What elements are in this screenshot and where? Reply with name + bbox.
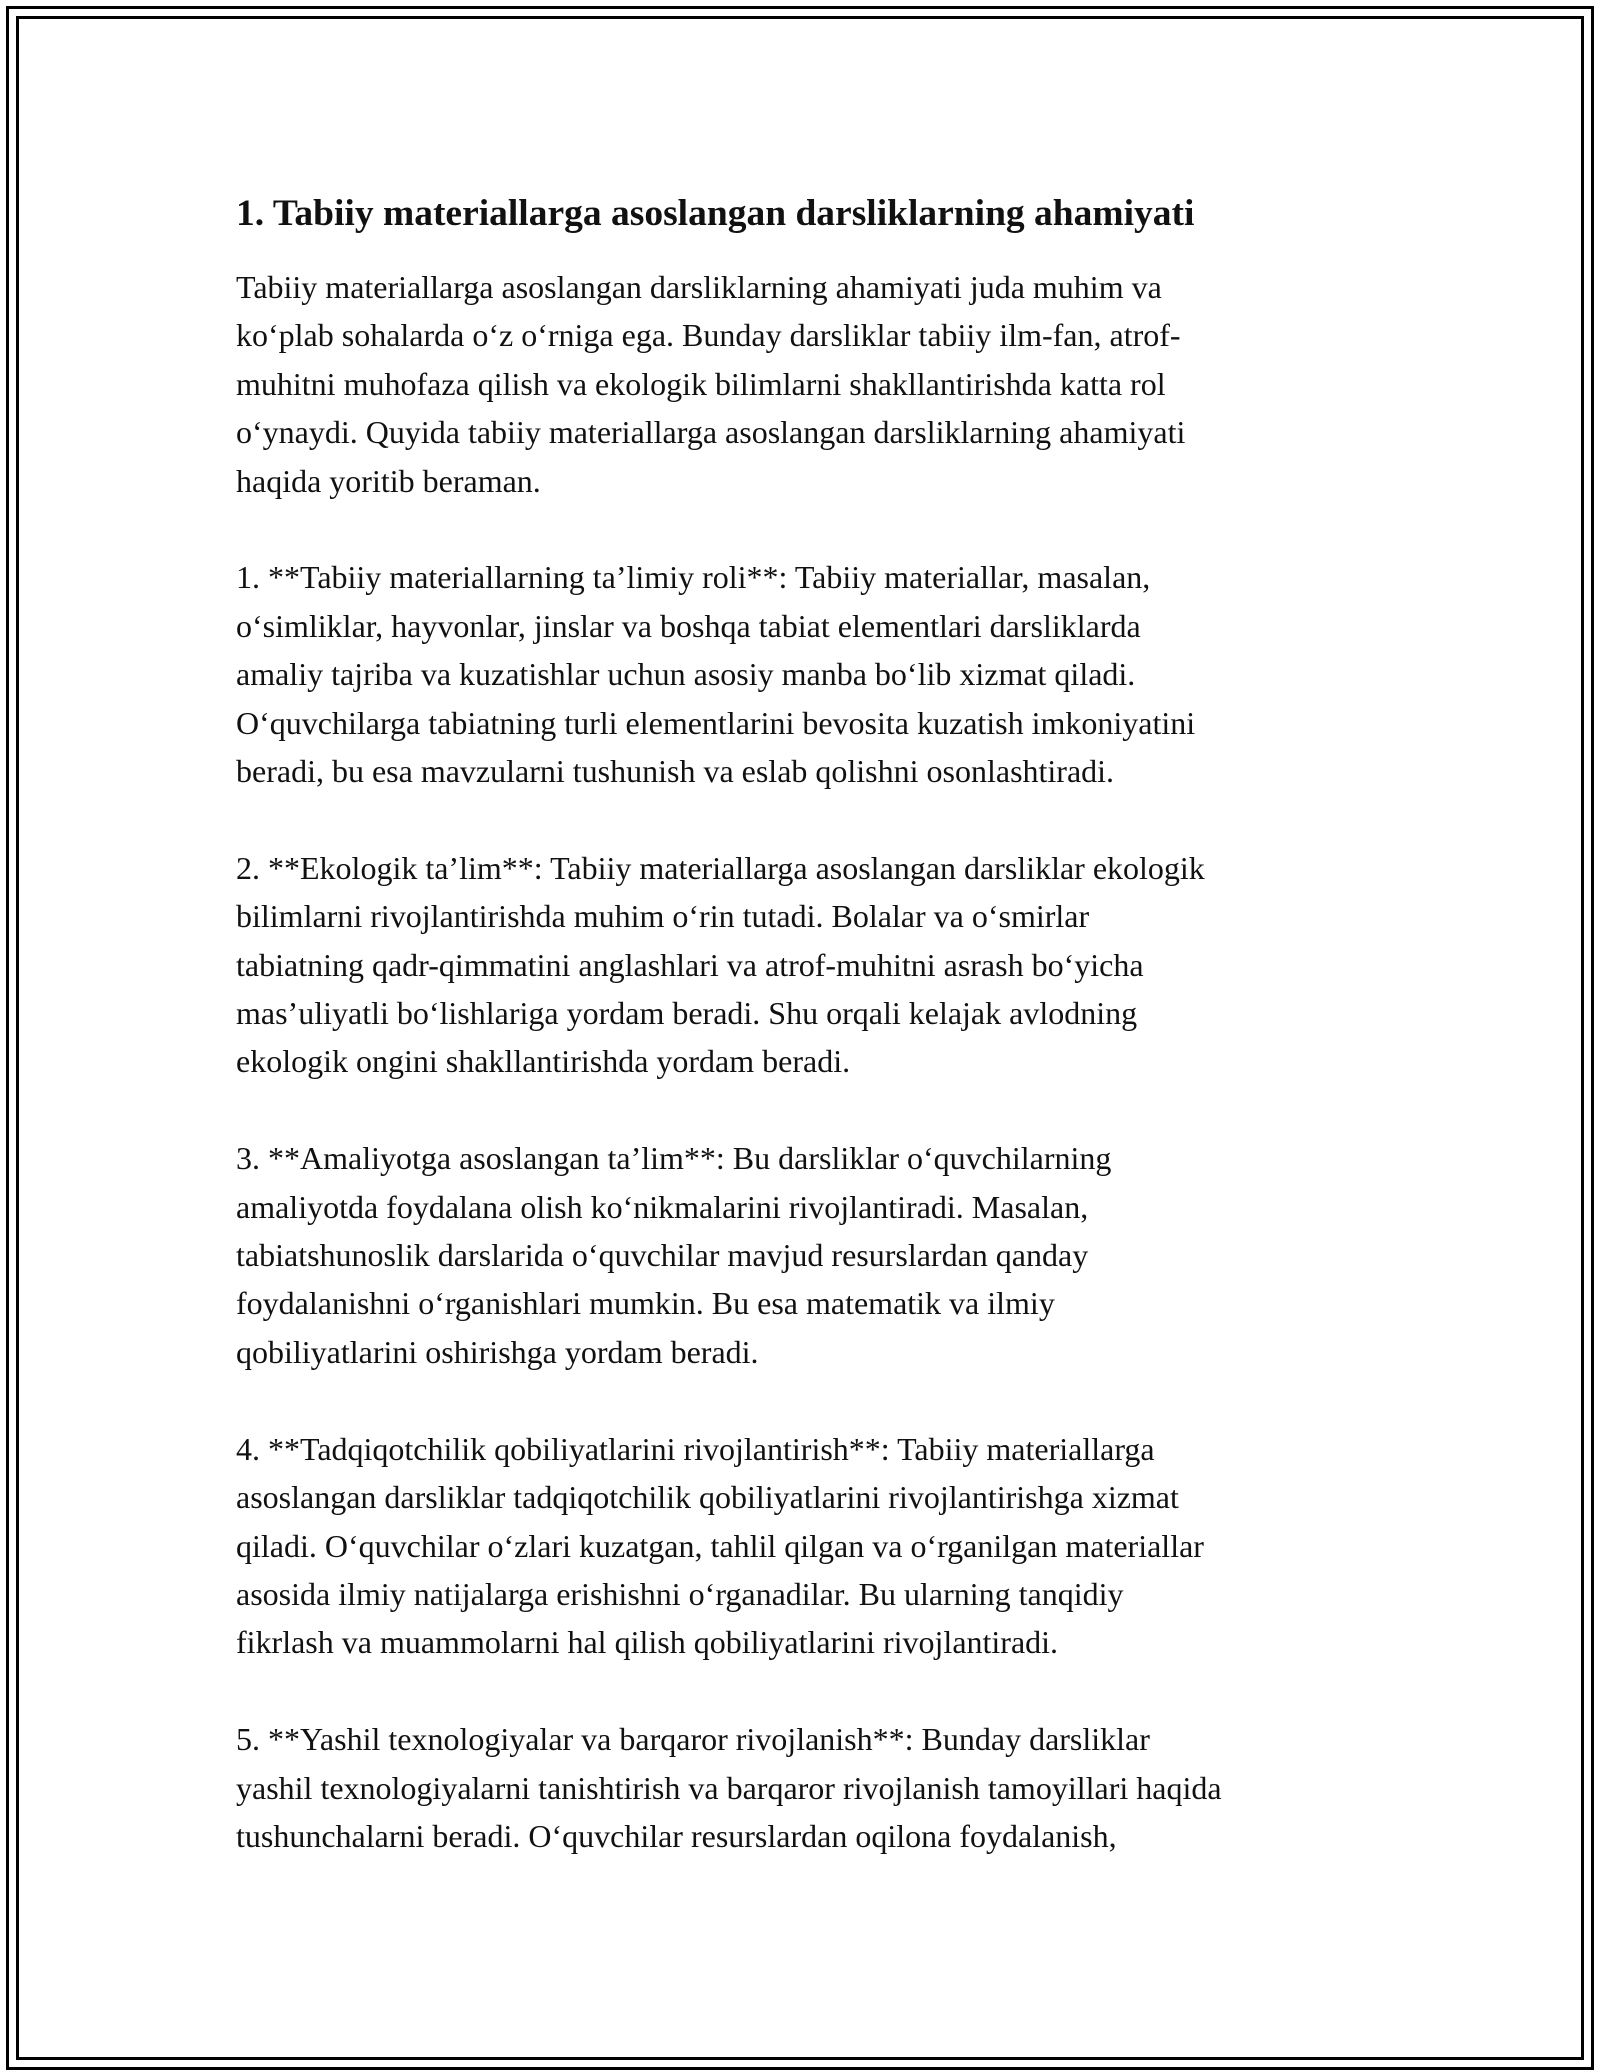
list-item-paragraph [236, 553, 1376, 795]
text-line: O‘quvchilarga tabiatning turli elementlarini bevosita kuzatish imkoniyatini [236, 704, 1196, 741]
text-line: 4. **Tadqiqotchilik qobiliyatlarini rivojlantirish**: Tabiiy materiallarga [236, 1430, 1155, 1467]
text-line: asosida ilmiy natijalarga erishishni o‘rganadilar. Bu ularning tanqidiy [236, 1575, 1124, 1612]
list-item-paragraph [236, 1425, 1376, 1667]
text-line: amaliy tajriba va kuzatishlar uchun asosiy manba bo‘lib xizmat qiladi. [236, 656, 1136, 693]
document-body [236, 186, 1376, 1909]
text-line: tushunchalarni beradi. O‘quvchilar resurslardan oqilona foydalanish, [236, 1817, 1117, 1854]
text-line: o‘ynaydi. Quyida tabiiy materiallarga asoslangan darsliklarning ahamiyati [236, 414, 1186, 451]
text-line: 5. **Yashil texnologiyalar va barqaror rivojlanish**: Bunday darsliklar [236, 1721, 1150, 1758]
list-item-paragraph [236, 844, 1376, 1086]
text-line: foydalanishni o‘rganishlari mumkin. Bu esa matematik va ilmiy [236, 1285, 1055, 1322]
text-line: bilimlarni rivojlantirishda muhim o‘rin tutadi. Bolalar va o‘smirlar [236, 898, 1090, 935]
text-line: ko‘plab sohalarda o‘z o‘rniga ega. Bunday darsliklar tabiiy ilm-fan, atrof- [236, 317, 1181, 354]
intro-paragraph [236, 263, 1376, 505]
text-line: beradi, bu esa mavzularni tushunish va eslab qolishni osonlashtiradi. [236, 753, 1115, 790]
text-line: ekologik ongini shakllantirishda yordam beradi. [236, 1043, 851, 1080]
text-line: fikrlash va muammolarni hal qilish qobiliyatlarini rivojlantiradi. [236, 1624, 1059, 1661]
text-line: tabiatning qadr-qimmatini anglashlari va atrof-muhitni asrash bo‘yicha [236, 946, 1144, 983]
text-line: muhitni muhofaza qilish va ekologik bilimlarni shakllantirishda katta rol [236, 365, 1166, 402]
text-line: qobiliyatlarini oshirishga yordam beradi. [236, 1333, 759, 1370]
text-line: 1. **Tabiiy materiallarning ta’limiy roli**: Tabiiy materiallar, masalan, [236, 559, 1151, 596]
text-line: 3. **Amaliyotga asoslangan ta’lim**: Bu darsliklar o‘quvchilarning [236, 1140, 1112, 1177]
text-line: amaliyotda foydalana olish ko‘nikmalarini rivojlantiradi. Masalan, [236, 1188, 1089, 1225]
text-line: Tabiiy materiallarga asoslangan darsliklarning ahamiyati juda muhim va [236, 269, 1162, 305]
list-item-paragraph [236, 1134, 1376, 1376]
text-line: mas’uliyatli bo‘lishlariga yordam beradi. Shu orqali kelajak avlodning [236, 995, 1138, 1032]
list-item-paragraph [236, 1715, 1376, 1860]
text-line: qiladi. O‘quvchilar o‘zlari kuzatgan, tahlil qilgan va o‘rganilgan materiallar [236, 1527, 1204, 1564]
text-line: haqida yoritib beraman. [236, 462, 541, 499]
text-line: 2. **Ekologik ta’lim**: Tabiiy materiallarga asoslangan darsliklar ekologik [236, 849, 1205, 886]
text-line: o‘simliklar, hayvonlar, jinslar va boshqa tabiat elementlari darsliklarda [236, 607, 1141, 644]
text-line: asoslangan darsliklar tadqiqotchilik qobiliyatlarini rivojlantirishga xizmat [236, 1479, 1179, 1516]
text-line: tabiatshunoslik darslarida o‘quvchilar mavjud resurslardan qanday [236, 1237, 1089, 1274]
document-heading: 1. Tabiiy materiallarga asoslangan darsliklarning ahamiyati [236, 193, 1195, 234]
text-line: yashil texnologiyalarni tanishtirish va barqaror rivojlanish tamoyillari haqida [236, 1769, 1222, 1806]
